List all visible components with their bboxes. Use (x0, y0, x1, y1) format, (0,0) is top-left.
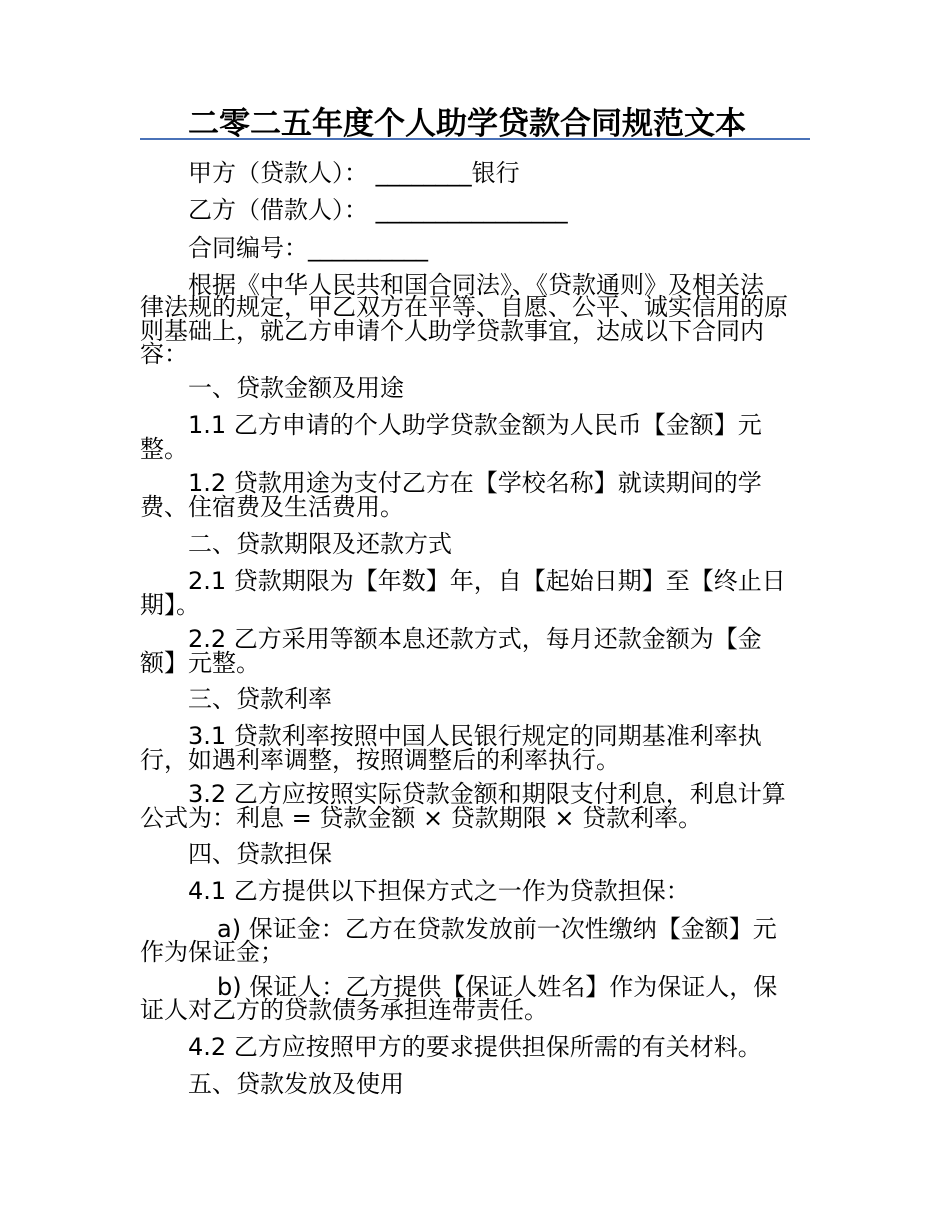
document-title: 二零二五年度个人助学贷款合同规范文本 (188, 106, 746, 142)
clause-line: 2.1 贷款期限为【年数】年，自【起始日期】至【终止日 (188, 567, 786, 595)
clause-line: 费、住宿费及生活费用。 (140, 493, 404, 521)
section-heading: 三、贷款利率 (188, 685, 332, 713)
title-underline (140, 138, 810, 140)
clause-line: 整。 (140, 435, 188, 463)
clause-line: 公式为：利息 = 贷款金额 × 贷款期限 × 贷款利率。 (140, 804, 703, 832)
contract-number-line: 合同编号：__________ (188, 234, 428, 262)
clause-line: 4.2 乙方应按照甲方的要求提供担保所需的有关材料。 (188, 1033, 762, 1061)
clause-line: 1.2 贷款用途为支付乙方在【学校名称】就读期间的学 (188, 469, 762, 497)
clause-line: 期】。 (140, 591, 200, 619)
party-b-line: 乙方（借款人）： ________________ (188, 196, 568, 224)
preamble-line: 容： (140, 340, 188, 368)
section-heading: 五、贷款发放及使用 (188, 1070, 404, 1098)
section-heading: 四、贷款担保 (188, 840, 332, 868)
section-heading: 二、贷款期限及还款方式 (188, 530, 452, 558)
clause-line: a) 保证金：乙方在贷款发放前一次性缴纳【金额】元 (217, 915, 777, 943)
clause-line: 2.2 乙方采用等额本息还款方式，每月还款金额为【金 (188, 625, 762, 653)
clause-line: 额】元整。 (140, 649, 260, 677)
preamble-line: 根据《中华人民共和国合同法》、《贷款通则》及相关法 (188, 271, 764, 299)
section-heading: 一、贷款金额及用途 (188, 374, 404, 402)
clause-line: 3.2 乙方应按照实际贷款金额和期限支付利息，利息计算 (188, 780, 786, 808)
clause-line: 1.1 乙方申请的个人助学贷款金额为人民币【金额】元 (188, 411, 762, 439)
preamble-line: 则基础上，就乙方申请个人助学贷款事宜，达成以下合同内 (140, 317, 764, 345)
party-a-line: 甲方（贷款人）： ________银行 (188, 159, 520, 187)
clause-line: 4.1 乙方提供以下担保方式之一作为贷款担保： (188, 877, 690, 905)
clause-line: b) 保证人：乙方提供【保证人姓名】作为保证人，保 (217, 973, 778, 1001)
preamble-line: 律法规的规定，甲乙双方在平等、自愿、公平、诚实信用的原 (140, 293, 788, 321)
clause-line: 3.1 贷款利率按照中国人民银行规定的同期基准利率执 (188, 722, 762, 750)
clause-line: 证人对乙方的贷款债务承担连带责任。 (140, 996, 548, 1024)
clause-line: 作为保证金； (140, 938, 284, 966)
clause-line: 行，如遇利率调整，按照调整后的利率执行。 (140, 746, 620, 774)
